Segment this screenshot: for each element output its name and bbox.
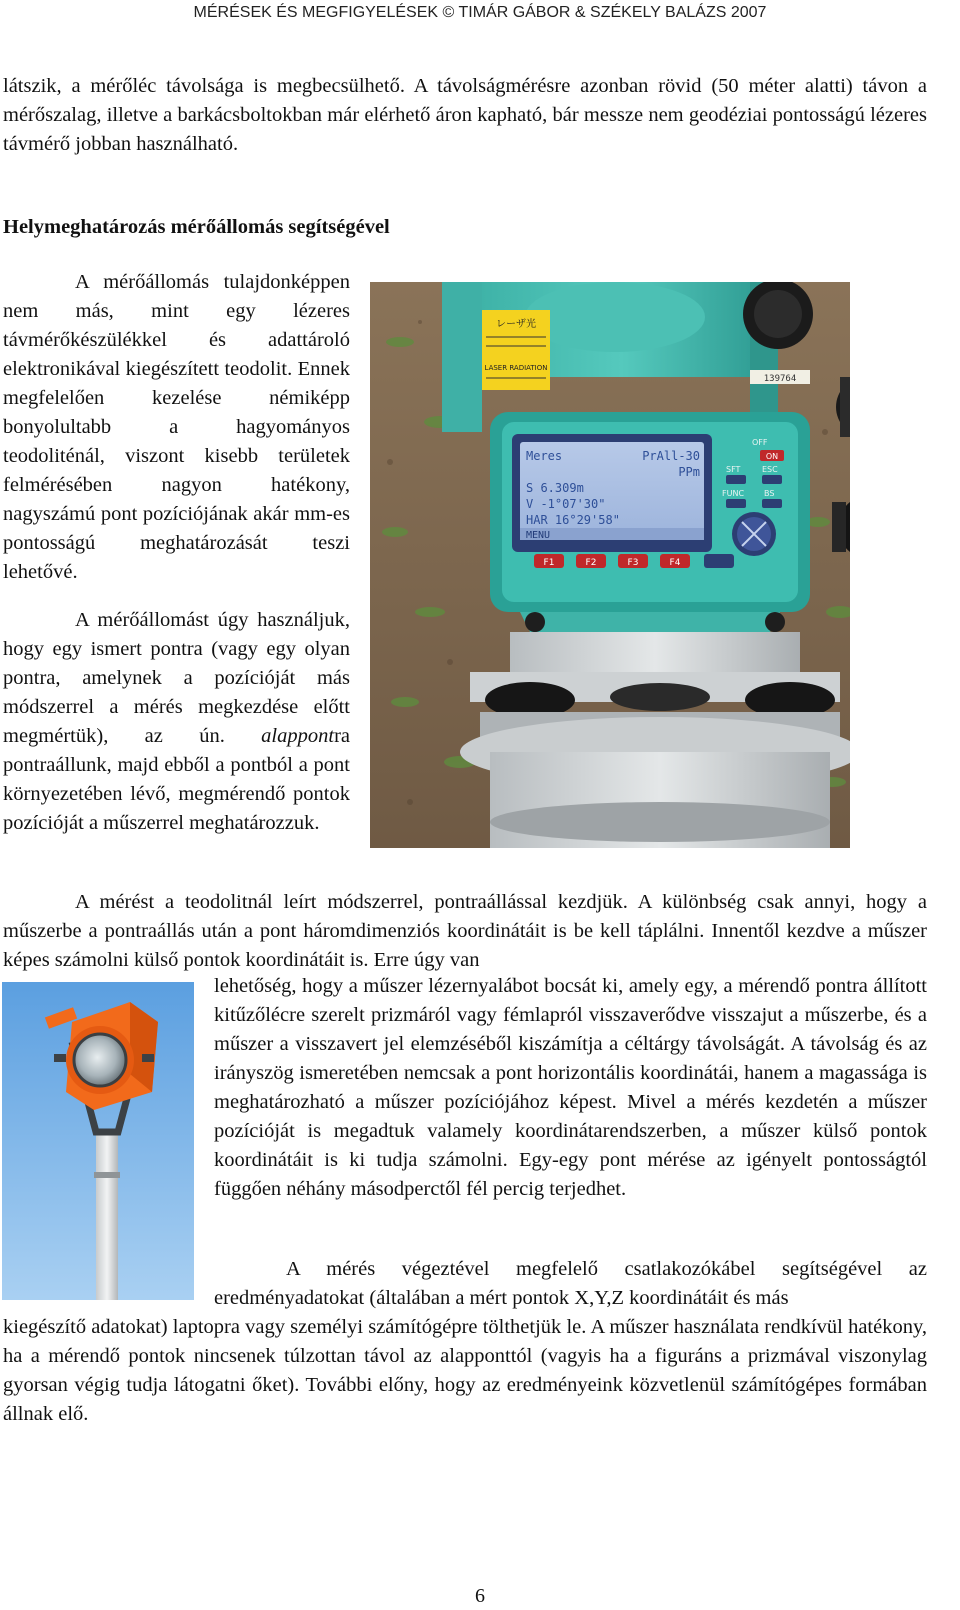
intro-paragraph: látszik, a mérőléc távolsága is megbecsülhető. A távolságmérésre azonban rövid (50 méter alatti) távon a mérőszalag, illetve a barkácsboltokban már elérhető áron kapható, bár messze nem geodéziai pontosságú lézeres távmérő jobban használható. [3, 75, 927, 155]
laser-label-en: LASER RADIATION [484, 364, 548, 372]
left-column-paragraph-1 [3, 268, 350, 587]
full-width-paragraph-2: kiegészítő adatokat) laptopra vagy személyi számítógépre tölthetjük le. A műszer használata rendkívül hatékony, ha a mérendő pontok nincsenek túlzottan távol az alapponttól (vagyis ha a figuráns a prizmával viszonylag gyorsan végig tudja látogatni őket). További előny, hogy az eredményeink közvetlenül számítógépes formában állnak elő. [3, 1316, 927, 1425]
lcd-row3: S 6.309m [526, 481, 584, 495]
total-station-photo [370, 282, 850, 848]
f1-key: F1 [543, 558, 555, 568]
section-heading: Helymeghatározás mérőállomás segítségével [3, 216, 390, 238]
off-label: OFF [752, 438, 768, 447]
right-column-paragraph-1: lehetőség, hogy a műszer lézernyalábot bocsát ki, amely egy, a mérendő pontra állított kitűzőlécre szerelt prizmáról vagy fémlapról visszaverődve visszajut a műszerbe, és a műszer a visszavert jel elemzéséből kiszámítja a céltárgy távolságát. A távolság és az irányszög ismeretében nemcsak a pont horizontális koordinátái, hanem a magassága is meghatározható a műszer pozíciójához képest. Mivel a mérés kezdetén a műszer pozícióját is megadtuk valamely koordinátarendszerben, a műszer külső pontok koordinátáit is ki tudja számolni. Egy-egy pont mérése az igényelt pontosságtól függően néhány másodperctől fél percig terjedhet. [214, 975, 927, 1200]
right-column-text-2: A mérés végeztével megfelelő csatlakozókábel segítségével az eredményadatokat (általában a mért pontok X,Y,Z koordinátáit és más [214, 1258, 927, 1309]
f2-key: F2 [585, 558, 597, 568]
copyright-symbol: © [442, 4, 455, 21]
running-header [0, 4, 960, 22]
lcd-menu-label: MENU [526, 530, 551, 541]
lcd-row4: V -1°07'30" [526, 497, 606, 511]
alappont-term: alappont [261, 725, 335, 747]
serial-number: 139764 [763, 374, 797, 384]
esc-label: ESC [762, 465, 778, 474]
lcd-row2: PPm [678, 465, 700, 479]
full-width-text-1: A mérést a teodolitnál leírt módszerrel, pontraállással kezdjük. A különbség csak annyi, hogy a műszerbe a pontraállás után a pont háromdimenziós koordinátáit is be kell táplálni. Innentől kezdve a műszer képes számolni külső pontok koordinátáit is. Erre úgy van [3, 891, 927, 971]
f4-key: F4 [669, 558, 681, 568]
left-column-text-2a: A mérőállomást úgy használjuk, hogy egy ismert pontra (vagy egy olyan pontra, amelynek a pozícióját más módszerrel a mérés megkezdése előtt megmértük), az ún. [3, 609, 350, 747]
laser-label-jp: レーザ光 [496, 319, 536, 330]
f3-key: F3 [627, 558, 639, 568]
right-column-paragraph-2 [214, 1255, 927, 1313]
header-title-part1: MÉRÉSEK ÉS MEGFIGYELÉSEK [193, 4, 439, 21]
lcd-row1-left: Meres [526, 449, 563, 463]
left-column-paragraph-2 [3, 606, 350, 838]
bs-label: BS [764, 489, 775, 498]
full-width-paragraph-1 [3, 888, 927, 975]
lcd-row1-right: PrAll-30 [642, 449, 700, 463]
prism-photo [2, 982, 194, 1300]
left-column-text-2b: ra pontraállunk, majd ebből a pontból a pont környezetében lévő, megmérendő pontok pozícióját a műszerrel meghatározzuk. [3, 725, 350, 834]
sft-label: SFT [726, 465, 741, 474]
left-column-text-1: A mérőállomás tulajdonképpen nem más, mint egy lézeres távmérőkészülékkel és adattároló elektronikával kiegészített teodolit. Ennek megfelelően kezelése némiképp bonyolultabb a hagyományos teodoliténál, viszont kisebb területek felmérésében nagyon hatékony, nagyszámú pont pozíciójának akár mm-es pontosságú meghatározását teszi lehetővé. [3, 271, 350, 583]
lcd-row5: HAR 16°29'58" [526, 513, 620, 527]
func-label: FUNC [722, 489, 745, 498]
on-button-label: ON [765, 452, 779, 461]
page-number: 6 [475, 1585, 485, 1607]
header-title-part2: TIMÁR GÁBOR & SZÉKELY BALÁZS 2007 [458, 4, 767, 21]
